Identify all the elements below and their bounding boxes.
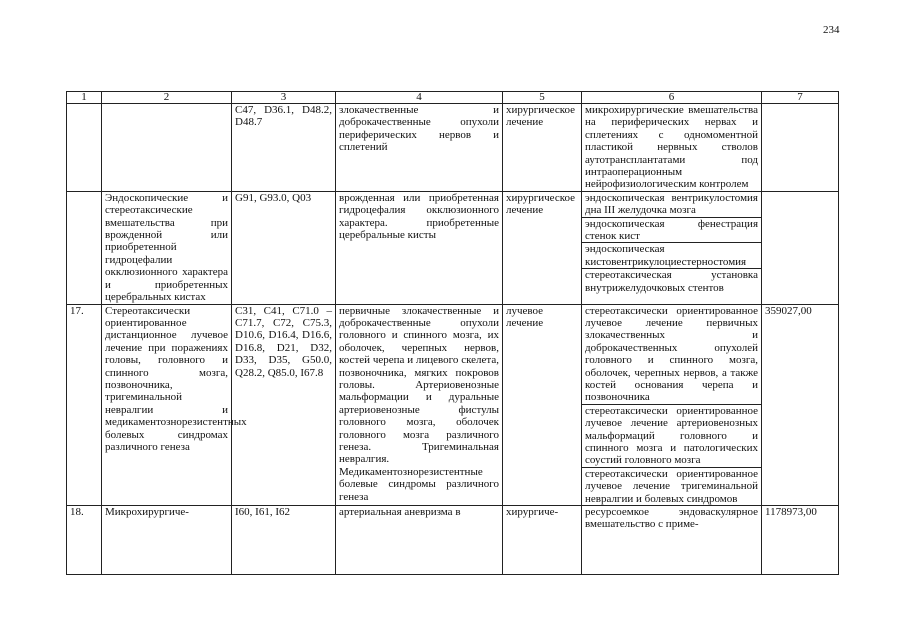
treatment-type: хирургиче- bbox=[503, 506, 582, 575]
row-number: 18. bbox=[67, 506, 102, 575]
method-cell bbox=[582, 191, 762, 304]
method-item: микрохирургические вмешательства на периферических нервах и сплетениях с одномоментной пластикой нервных стволов аутотрансплантатами под интраоперационным нейрофизиологическим контролем bbox=[585, 104, 758, 191]
row-number bbox=[67, 104, 102, 192]
row-number bbox=[67, 191, 102, 304]
table-row bbox=[67, 304, 839, 506]
method-cell bbox=[582, 304, 762, 506]
method-item: стереотаксически ориентированное лучевое лечение артериовенозных мальформаций головного и спинного мозга и патологических соустий головного мозга bbox=[582, 405, 761, 468]
treatment-table bbox=[66, 91, 839, 575]
treatment-type: хирургическое лечение bbox=[503, 191, 582, 304]
method-item: стереотаксически ориентированное лучевое лечение тригеминальной невралгии и болевых синдромов bbox=[585, 467, 758, 505]
header-cell: 1 bbox=[67, 92, 102, 104]
diagnosis-description: злокачественные и доброкачественные опухоли периферических нервов и сплетений bbox=[336, 104, 503, 192]
header-cell: 3 bbox=[232, 92, 336, 104]
treatment-type: лучевое лечение bbox=[503, 304, 582, 506]
intervention-name: Микрохирургиче- bbox=[102, 506, 232, 575]
header-cell: 6 bbox=[582, 92, 762, 104]
header-cell: 5 bbox=[503, 92, 582, 104]
table-header-row bbox=[67, 92, 839, 104]
diagnosis-description: врожденная или приобретенная гидроцефалия окклюзионного характера. приобретенные церебральные кисты bbox=[336, 191, 503, 304]
header-cell: 7 bbox=[762, 92, 839, 104]
table-row bbox=[67, 104, 839, 192]
method-item: стереотаксическая установка внутрижелудочковых стентов bbox=[585, 269, 758, 294]
page-number: 234 bbox=[823, 24, 840, 36]
icd-codes: C31, C41, C71.0 – C71.7, C72, C75.3, D10.6, D16.4, D16.6, D16.8, D21, D32, D33, D35, G50.0, Q28.2, Q85.0, I67.8 bbox=[232, 304, 336, 506]
table-row bbox=[67, 506, 839, 575]
diagnosis-description: первичные злокачественные и доброкачественные опухоли головного и спинного мозга, их оболочек, черепных нервов, костей черепа и лицевого скелета, позвоночника, мягких покровов головы. Артериовенозные мальформации и дуральные артериовенозные фистулы головного мозга, оболочек головного мозга различного генеза. Тригеминальная невралгия. Медикаментознорезистентные болевые синдромы различного генеза bbox=[336, 304, 503, 506]
intervention-name bbox=[102, 104, 232, 192]
header-cell: 2 bbox=[102, 92, 232, 104]
method-item: эндоскопическая вентрикулостомия дна III желудочка мозга bbox=[582, 192, 761, 218]
diagnosis-description: артериальная аневризма в bbox=[336, 506, 503, 575]
header-cell: 4 bbox=[336, 92, 503, 104]
method-cell bbox=[582, 506, 762, 575]
cost bbox=[762, 104, 839, 192]
icd-codes: I60, I61, I62 bbox=[232, 506, 336, 575]
method-item: эндоскопическая фенестрация стенок кист bbox=[582, 218, 761, 244]
table-row bbox=[67, 191, 839, 304]
intervention-name: Эндоскопические и стереотаксические вмешательства при врожденной или приобретенной гидроцефалии окклюзионного характера и приобретенных церебральных кистах bbox=[102, 191, 232, 304]
intervention-name: Стереотаксически ориентированное дистанционное лучевое лечение при поражениях головы, головного и спинного мозга, позвоночника, тригеминальной невралгии и медикаментознорезистентных болевых синдромах различного генеза bbox=[102, 304, 232, 506]
treatment-type: хирургическое лечение bbox=[503, 104, 582, 192]
cost bbox=[762, 191, 839, 304]
method-item: эндоскопическая кистовентрикулоциестерностомия bbox=[582, 243, 761, 269]
method-cell bbox=[582, 104, 762, 192]
icd-codes: G91, G93.0, Q03 bbox=[232, 191, 336, 304]
cost: 359027,00 bbox=[762, 304, 839, 506]
method-item: ресурсоемкое эндоваскулярное вмешательство с приме- bbox=[585, 506, 758, 531]
row-number: 17. bbox=[67, 304, 102, 506]
method-item: стереотаксически ориентированное лучевое лечение первичных злокачественных и доброкачественных опухолей головного и спинного мозга, оболочек, черепных нервов, а также костей основания черепа и позвоночника bbox=[582, 305, 761, 405]
icd-codes: C47, D36.1, D48.2, D48.7 bbox=[232, 104, 336, 192]
cost: 1178973,00 bbox=[762, 506, 839, 575]
